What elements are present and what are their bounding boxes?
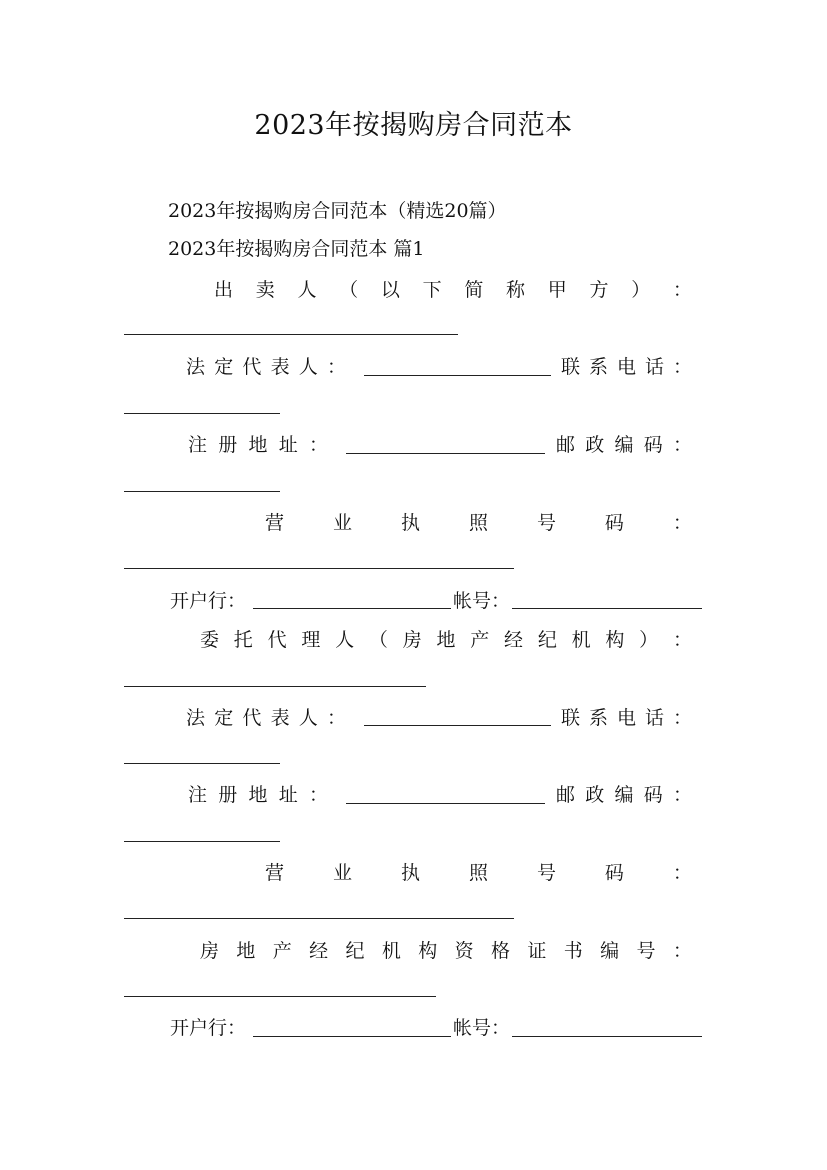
seller-bank-blank[interactable] — [253, 608, 451, 609]
seller-license-blank[interactable] — [124, 568, 514, 569]
seller-license-label: 营 业 执 照 号 码 ： — [265, 512, 692, 534]
agent-phone-blank[interactable] — [124, 763, 280, 764]
seller-legal-rep-label: 法 定 代 表 人 ： — [186, 356, 346, 378]
agent-account-label: 帐号： — [453, 1017, 511, 1039]
seller-address-label: 注 册 地 址 ： — [188, 434, 328, 456]
seller-address-blank[interactable] — [346, 453, 545, 454]
seller-account-blank[interactable] — [512, 608, 702, 609]
seller-phone-label: 联 系 电 话 ： — [561, 356, 692, 378]
agent-address-blank[interactable] — [346, 803, 545, 804]
document-subtitle: 2023年按揭购房合同范本（精选20篇） — [168, 200, 507, 222]
agent-legal-rep-blank[interactable] — [364, 725, 551, 726]
agent-legal-rep-label: 法 定 代 表 人 ： — [186, 707, 346, 729]
seller-account-label: 帐号： — [453, 590, 511, 612]
agent-bank-label: 开户行： — [170, 1017, 247, 1039]
seller-phone-blank[interactable] — [124, 413, 280, 414]
agent-account-blank[interactable] — [512, 1036, 702, 1037]
seller-legal-rep-blank[interactable] — [364, 375, 551, 376]
seller-name-blank[interactable] — [124, 334, 458, 335]
agent-name-blank[interactable] — [124, 686, 426, 687]
seller-postcode-label: 邮 政 编 码 ： — [556, 434, 692, 456]
agent-license-label: 营 业 执 照 号 码 ： — [265, 862, 692, 884]
document-title: 2023年按揭购房合同范本 — [254, 110, 573, 141]
agent-postcode-blank[interactable] — [124, 841, 280, 842]
agent-license-blank[interactable] — [124, 918, 514, 919]
seller-postcode-blank[interactable] — [124, 491, 280, 492]
agent-label: 委 托 代 理 人 （ 房 地 产 经 纪 机 构 ） ： — [200, 629, 692, 651]
seller-label: 出 卖 人 （ 以 下 简 称 甲 方 ） ： — [214, 279, 692, 301]
agent-cert-blank[interactable] — [124, 996, 436, 997]
agent-cert-label: 房 地 产 经 纪 机 构 资 格 证 书 编 号 ： — [200, 940, 692, 962]
section-heading: 2023年按揭购房合同范本 篇1 — [168, 238, 425, 260]
agent-phone-label: 联 系 电 话 ： — [561, 707, 692, 729]
agent-address-label: 注 册 地 址 ： — [188, 784, 328, 806]
agent-bank-blank[interactable] — [253, 1036, 451, 1037]
seller-bank-label: 开户行： — [170, 590, 247, 612]
agent-postcode-label: 邮 政 编 码 ： — [556, 784, 692, 806]
